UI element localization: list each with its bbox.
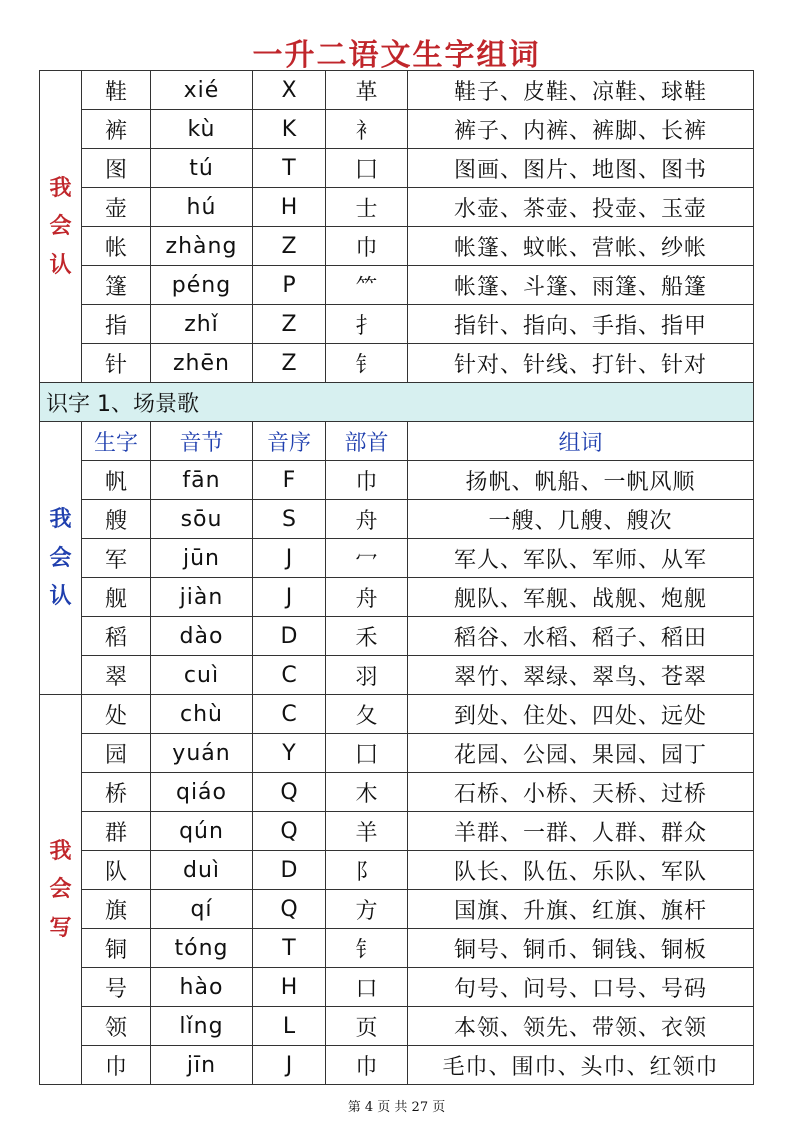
cell-words: 羊群、一群、人群、群众 <box>408 812 754 851</box>
header-char: 生字 <box>82 422 151 461</box>
section-label <box>40 422 82 695</box>
cell-char: 针 <box>82 344 151 383</box>
table-row <box>40 968 754 1007</box>
cell-pinyin: duì <box>151 851 253 890</box>
table-body <box>40 71 754 1085</box>
cell-char: 裤 <box>82 110 151 149</box>
lesson-heading: 识字 1、场景歌 <box>40 383 754 422</box>
cell-char: 处 <box>82 695 151 734</box>
table-row <box>40 734 754 773</box>
cell-char: 图 <box>82 149 151 188</box>
cell-letter: F <box>253 461 326 500</box>
cell-pinyin: qún <box>151 812 253 851</box>
cell-letter: Q <box>253 890 326 929</box>
table-row <box>40 851 754 890</box>
cell-radical: 舟 <box>326 578 408 617</box>
cell-pinyin: dào <box>151 617 253 656</box>
cell-char: 帐 <box>82 227 151 266</box>
cell-letter: K <box>253 110 326 149</box>
cell-char: 帆 <box>82 461 151 500</box>
cell-radical: 页 <box>326 1007 408 1046</box>
cell-letter: L <box>253 1007 326 1046</box>
section-label-char: 会 <box>49 876 72 903</box>
lesson-heading-row <box>40 383 754 422</box>
cell-pinyin: tú <box>151 149 253 188</box>
cell-pinyin: xié <box>151 71 253 110</box>
cell-radical: 巾 <box>326 1046 408 1085</box>
cell-words: 军人、军队、军师、从军 <box>408 539 754 578</box>
section-label-char: 会 <box>49 544 72 571</box>
table-row <box>40 656 754 695</box>
cell-words: 鞋子、皮鞋、凉鞋、球鞋 <box>408 71 754 110</box>
cell-char: 队 <box>82 851 151 890</box>
cell-pinyin: hào <box>151 968 253 1007</box>
section-label-char: 认 <box>49 251 72 278</box>
cell-pinyin: qiáo <box>151 773 253 812</box>
cell-radical: 夂 <box>326 695 408 734</box>
cell-radical: 羊 <box>326 812 408 851</box>
section-label-char: 认 <box>49 583 72 610</box>
header-letter: 音序 <box>253 422 326 461</box>
cell-char: 群 <box>82 812 151 851</box>
section-label-char: 我 <box>49 174 72 201</box>
cell-pinyin: lǐng <box>151 1007 253 1046</box>
cell-radical: ⺮ <box>326 266 408 305</box>
cell-letter: Q <box>253 773 326 812</box>
cell-letter: X <box>253 71 326 110</box>
cell-radical: 革 <box>326 71 408 110</box>
page-title: 一升二语文生字组词 <box>252 38 541 73</box>
cell-char: 铜 <box>82 929 151 968</box>
cell-letter: H <box>253 968 326 1007</box>
cell-words: 扬帆、帆船、一帆风顺 <box>408 461 754 500</box>
table-row <box>40 71 754 110</box>
cell-letter: T <box>253 929 326 968</box>
cell-char: 桥 <box>82 773 151 812</box>
cell-radical: 巾 <box>326 461 408 500</box>
vocabulary-table <box>39 70 754 1085</box>
table-row <box>40 539 754 578</box>
cell-radical: 士 <box>326 188 408 227</box>
table-row <box>40 344 754 383</box>
cell-char: 旗 <box>82 890 151 929</box>
cell-pinyin: cuì <box>151 656 253 695</box>
cell-words: 图画、图片、地图、图书 <box>408 149 754 188</box>
cell-words: 翠竹、翠绿、翠鸟、苍翠 <box>408 656 754 695</box>
cell-words: 稻谷、水稻、稻子、稻田 <box>408 617 754 656</box>
cell-letter: Y <box>253 734 326 773</box>
cell-words: 舰队、军舰、战舰、炮舰 <box>408 578 754 617</box>
cell-radical: 衤 <box>326 110 408 149</box>
cell-pinyin: jiàn <box>151 578 253 617</box>
cell-char: 园 <box>82 734 151 773</box>
section-label-char: 会 <box>49 213 72 240</box>
table-row <box>40 500 754 539</box>
page-number: 第 4 页 共 27 页 <box>347 1100 446 1115</box>
cell-pinyin: zhēn <box>151 344 253 383</box>
cell-letter: Z <box>253 227 326 266</box>
cell-letter: C <box>253 656 326 695</box>
cell-letter: D <box>253 617 326 656</box>
cell-words: 国旗、升旗、红旗、旗杆 <box>408 890 754 929</box>
cell-letter: T <box>253 149 326 188</box>
cell-radical: 钅 <box>326 929 408 968</box>
table-row <box>40 110 754 149</box>
cell-words: 指针、指向、手指、指甲 <box>408 305 754 344</box>
cell-radical: 舟 <box>326 500 408 539</box>
cell-pinyin: chù <box>151 695 253 734</box>
cell-words: 一艘、几艘、艘次 <box>408 500 754 539</box>
table-row <box>40 305 754 344</box>
cell-words: 水壶、茶壶、投壶、玉壶 <box>408 188 754 227</box>
cell-radical: 禾 <box>326 617 408 656</box>
table-row <box>40 617 754 656</box>
cell-letter: Q <box>253 812 326 851</box>
cell-char: 舰 <box>82 578 151 617</box>
table-row <box>40 149 754 188</box>
table-row <box>40 812 754 851</box>
table-row <box>40 227 754 266</box>
cell-pinyin: kù <box>151 110 253 149</box>
cell-pinyin: zhàng <box>151 227 253 266</box>
cell-words: 句号、问号、口号、号码 <box>408 968 754 1007</box>
cell-pinyin: hú <box>151 188 253 227</box>
cell-pinyin: tóng <box>151 929 253 968</box>
cell-radical: 囗 <box>326 734 408 773</box>
cell-radical: 囗 <box>326 149 408 188</box>
cell-letter: Z <box>253 344 326 383</box>
cell-words: 毛巾、围巾、头巾、红领巾 <box>408 1046 754 1085</box>
cell-radical: 巾 <box>326 227 408 266</box>
table-row <box>40 188 754 227</box>
cell-words: 花园、公园、果园、园丁 <box>408 734 754 773</box>
cell-words: 针对、针线、打针、针对 <box>408 344 754 383</box>
cell-radical: 方 <box>326 890 408 929</box>
section-label <box>40 695 82 1085</box>
cell-letter: C <box>253 695 326 734</box>
table-row <box>40 929 754 968</box>
cell-char: 艘 <box>82 500 151 539</box>
table-header-row <box>40 422 754 461</box>
table-row <box>40 1007 754 1046</box>
cell-words: 铜号、铜币、铜钱、铜板 <box>408 929 754 968</box>
table-row <box>40 266 754 305</box>
cell-char: 翠 <box>82 656 151 695</box>
cell-words: 帐篷、蚊帐、营帐、纱帐 <box>408 227 754 266</box>
table-row <box>40 1046 754 1085</box>
header-pinyin: 音节 <box>151 422 253 461</box>
cell-radical: 钅 <box>326 344 408 383</box>
cell-letter: J <box>253 578 326 617</box>
cell-pinyin: zhǐ <box>151 305 253 344</box>
table-row <box>40 461 754 500</box>
section-label-char: 我 <box>49 506 72 533</box>
cell-char: 军 <box>82 539 151 578</box>
cell-radical: 冖 <box>326 539 408 578</box>
cell-words: 到处、住处、四处、远处 <box>408 695 754 734</box>
section-label-char: 写 <box>49 914 72 941</box>
cell-letter: J <box>253 539 326 578</box>
cell-words: 裤子、内裤、裤脚、长裤 <box>408 110 754 149</box>
cell-words: 本领、领先、带领、衣领 <box>408 1007 754 1046</box>
cell-radical: 羽 <box>326 656 408 695</box>
cell-words: 帐篷、斗篷、雨篷、船篷 <box>408 266 754 305</box>
cell-pinyin: jīn <box>151 1046 253 1085</box>
section-label-char: 我 <box>49 837 72 864</box>
cell-radical: 木 <box>326 773 408 812</box>
cell-char: 篷 <box>82 266 151 305</box>
cell-words: 队长、队伍、乐队、军队 <box>408 851 754 890</box>
cell-radical: 阝 <box>326 851 408 890</box>
cell-pinyin: péng <box>151 266 253 305</box>
cell-pinyin: fān <box>151 461 253 500</box>
cell-pinyin: yuán <box>151 734 253 773</box>
cell-pinyin: sōu <box>151 500 253 539</box>
cell-letter: H <box>253 188 326 227</box>
table-row <box>40 890 754 929</box>
header-words: 组词 <box>408 422 754 461</box>
header-radical: 部首 <box>326 422 408 461</box>
cell-letter: P <box>253 266 326 305</box>
cell-letter: J <box>253 1046 326 1085</box>
cell-char: 稻 <box>82 617 151 656</box>
cell-char: 壶 <box>82 188 151 227</box>
cell-pinyin: jūn <box>151 539 253 578</box>
cell-char: 指 <box>82 305 151 344</box>
cell-radical: 口 <box>326 968 408 1007</box>
table-row <box>40 695 754 734</box>
cell-radical: 扌 <box>326 305 408 344</box>
table-row <box>40 773 754 812</box>
cell-pinyin: qí <box>151 890 253 929</box>
cell-char: 巾 <box>82 1046 151 1085</box>
cell-letter: Z <box>253 305 326 344</box>
cell-letter: S <box>253 500 326 539</box>
cell-char: 号 <box>82 968 151 1007</box>
cell-words: 石桥、小桥、天桥、过桥 <box>408 773 754 812</box>
cell-char: 领 <box>82 1007 151 1046</box>
table-row <box>40 578 754 617</box>
cell-char: 鞋 <box>82 71 151 110</box>
section-label <box>40 71 82 383</box>
cell-letter: D <box>253 851 326 890</box>
